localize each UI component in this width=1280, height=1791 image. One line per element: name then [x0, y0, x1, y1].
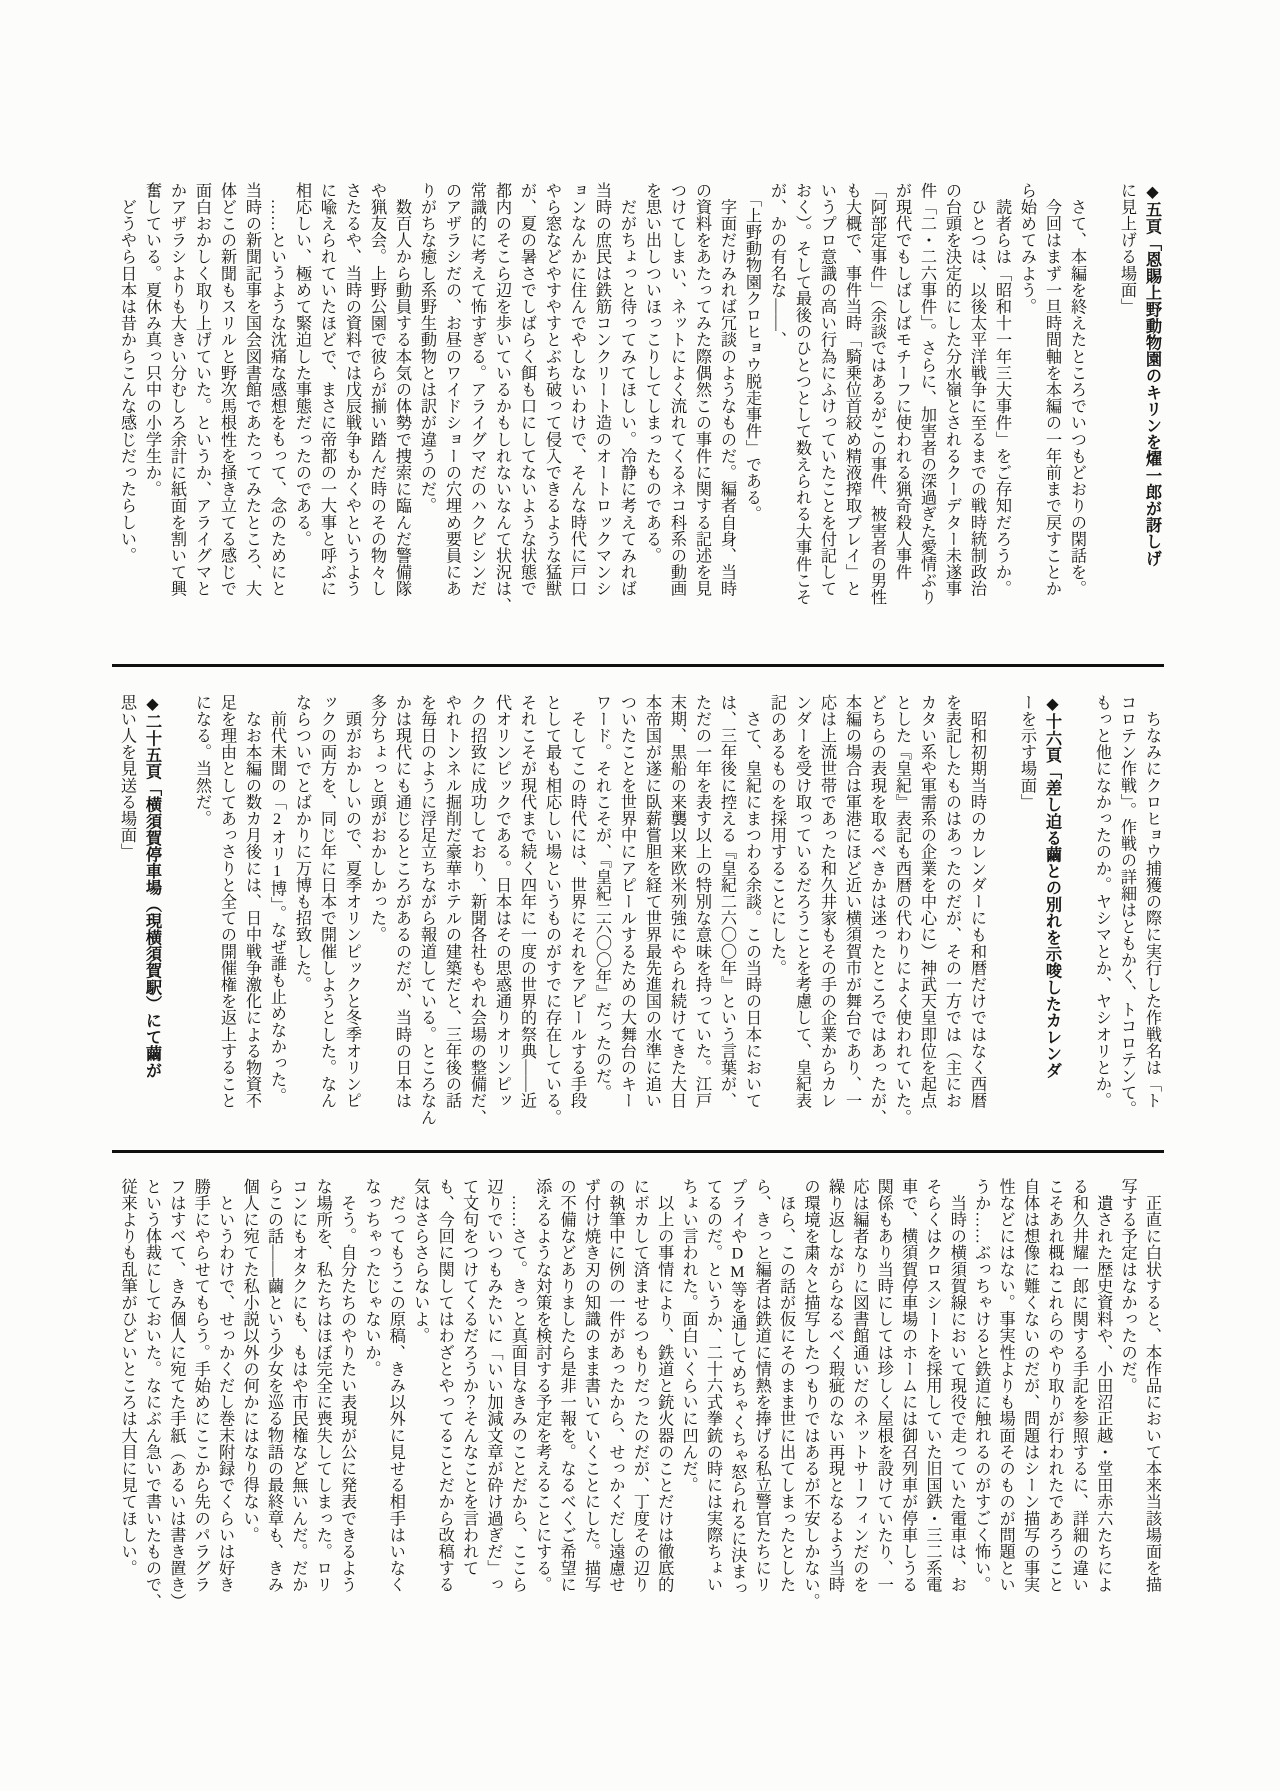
text-column: 遺された歴史資料や、小田沼正越・堂田赤六たちによ — [1094, 1178, 1113, 1593]
text-column: 前代未聞の「2オリ1博」。なぜ誰も止めなかった。 — [268, 694, 286, 1105]
text-column: 関係もあり当時にしては珍しく屋根を設けていたり、一 — [874, 1178, 893, 1593]
text-column: が現代でもしばしばモチーフに使われる猟奇殺人事件 — [893, 182, 911, 581]
text-column: コロテン作戦」。作戦の詳細はともかく、トコロテンて。 — [1118, 694, 1136, 1118]
text-column: ちょい言われた。面白いくらいに凹んだ。 — [679, 1178, 698, 1494]
text-column: 当時の横須賀線において現役で走っていた電車は、お — [947, 1178, 966, 1593]
text-column: て文句をつけてくるだろうか？そんなことを言われて — [460, 1178, 479, 1577]
text-column: どうやら日本は昔からこんな感じだったらしい。 — [118, 182, 136, 564]
text-column: プライやDM等を通してめちゃくちゃ怒られるに決まっ — [728, 1178, 747, 1597]
text-column: の不備などありましたら是非一報を。なるべくご希望に — [557, 1178, 576, 1593]
text-column: 字面だけみれば冗談のようなものだ。編者自身、当時 — [718, 182, 736, 597]
text-column: 当時の庶民は鉄筋コンクリート造のオートロックマンシ — [593, 182, 611, 597]
text-column: そらくはクロスシートを採用していた旧国鉄・三二系電 — [923, 1178, 942, 1593]
text-column: や猟友会。上野公園で彼らが揃い踏んだ時のその物々し — [368, 182, 386, 597]
text-column: 体どこの新聞もスリルと野次馬根性を掻き立てる感じで — [218, 182, 236, 597]
text-column: コンにもオタクにも、もはや市民権など無いんだ。だか — [289, 1178, 308, 1593]
text-column: 常識的に考えて怖すぎる。アライグマだのハクビシンだ — [468, 182, 486, 597]
text-column: かアザラシよりも大きい分むしろ余計に紙面を割いて興 — [168, 182, 186, 597]
text-column: ら、きっと編者は鉄道に情熱を捧げる私立警官たちにリ — [752, 1178, 771, 1593]
text-column: 辺りでいつもみたいに「いい加減文章が砕け過ぎだ」っ — [484, 1178, 503, 1593]
upright-latin: DM — [728, 1244, 747, 1282]
afterword-section-page25 — [112, 1178, 1164, 1610]
text-column: 写する予定はなかったのだ。 — [1118, 1178, 1137, 1394]
text-column: だってもうこの原稿、きみ以外に見せる相手はいなく — [386, 1178, 405, 1593]
text-column: が、夏の暑さでしばらく餌も口にしてないような状態で — [518, 182, 536, 597]
text-column: 本編の場合は軍港にほど近い横須賀市が舞台であり、一 — [843, 694, 861, 1109]
text-column: ……さて。きっと真面目なきみのことだから、ここら — [508, 1178, 527, 1593]
afterword-section-page5 — [112, 182, 1164, 614]
text-column: 正直に白状すると、本作品において本来当該場面を描 — [1143, 1178, 1161, 1593]
text-column: ならついでとばかりに万博も招致した。 — [293, 694, 311, 993]
text-column: ックの両方を、同じ年に日本で開催しようとした。なん — [318, 694, 336, 1109]
column-gap — [989, 694, 1014, 1097]
text-column: ほら、この話が仮にそのまま世に出てしまったとした — [777, 1178, 796, 1593]
text-column: の資料をあたってみた際偶然この事件に関する記述を見 — [693, 182, 711, 597]
text-column: ンダーを受け取っているだろうことを考慮して、皇紀表 — [793, 694, 811, 1109]
text-column: それこそが現代まで続く四年に一度の世界的祭典――近 — [518, 694, 536, 1109]
text-column: 勝手にやらせてもらう。手始めにここから先のパラグラ — [191, 1178, 210, 1593]
text-column: なお本編の数カ月後には、日中戦争激化による物資不 — [243, 694, 261, 1109]
text-column: る和久井耀一郎に関する手記を参照するに、詳細の違い — [1069, 1178, 1088, 1593]
text-column: いうプロ意識の高い行為にふけっていたことを付記して — [818, 182, 836, 597]
text-column: そう。自分たちのやりたい表現が公に発表できるよう — [338, 1178, 357, 1593]
text-column: ちなみにクロヒョウ捕獲の際に実行した作戦名は「ト — [1143, 694, 1161, 1109]
text-column: として最も相応しい場というものがすでに存在している。 — [543, 694, 561, 1126]
text-column: 当時の新聞記事を国会図書館であたってみたところ、大 — [243, 182, 261, 597]
text-column: が、かの有名な――、 — [768, 182, 786, 348]
text-column: の環境を粛々と描写したつもりではあるが不安しかない。 — [801, 1178, 820, 1610]
text-column: 足を理由としてあっさりと全ての開催権を返上すること — [218, 694, 236, 1109]
text-column: らこの話――繭という少女を巡る物語の最終章も、きみ — [264, 1178, 283, 1593]
text-column: のアザラシだの、お昼のワイドショーの穴埋め要員にあ — [443, 182, 461, 597]
text-column: ず付け焼き刃の知識のまま書いていくことにした。描写 — [582, 1178, 601, 1593]
text-column: なっちゃったじゃないか。 — [362, 1178, 381, 1378]
text-column: 以上の事情により、鉄道と銃火器のことだけは徹底的 — [655, 1178, 674, 1593]
text-column: 末期、黒船の来襲以来欧米列強にやられ続けてきた大日 — [668, 694, 686, 1109]
upright-latin: 2 — [268, 810, 286, 829]
scene-heading-column: ◆五頁「恩賜上野動物園のキリンを燿一郎が訝しげ — [1143, 182, 1161, 567]
text-column: の台頭を決定的にした分水嶺とされるクーデター未遂事 — [943, 182, 961, 597]
text-column: うか……ぶっちゃけると鉄道に触れるのがすごく怖い。 — [972, 1178, 991, 1593]
column-gap — [164, 694, 189, 1097]
text-column: 都内のそこら辺を歩いているかもしれないなんて状況は、 — [493, 182, 511, 614]
text-column: という体裁にしておいた。なにぶん急いで書いたもので、 — [142, 1178, 161, 1610]
text-column: ……というような沈痛な感想をもって、念のためにと — [268, 182, 286, 597]
text-column: 「上野動物園クロヒョウ脱走事件」である。 — [743, 182, 761, 523]
text-column: 添えるような対策を検討する予定を考えることにする。 — [533, 1178, 552, 1593]
text-column: りがちな癒し系野生動物とは訳が違うのだ。 — [418, 182, 436, 514]
text-column: にボカして済ませるつもりだったのだが、丁度その辺り — [630, 1178, 649, 1593]
section-divider — [112, 664, 1164, 667]
scene-heading-column: ◆十六頁「差し迫る繭との別れを示唆したカレンダ — [1043, 694, 1061, 1079]
text-column: 性などにはない。事実性よりも場面そのものが問題とい — [996, 1178, 1015, 1593]
text-column: 自体は想像に難くないのだが、問題はシーン描写の事実 — [1021, 1178, 1040, 1593]
scene-heading-column: ◆二十五頁「横須賀停車場（現横須賀駅）にて繭が — [143, 694, 161, 1079]
text-column: 思い人を見送る場面」 — [118, 694, 136, 860]
text-column: 多分ちょっと頭がおかしかった。 — [368, 694, 386, 943]
text-column: だがちょっと待ってみてほしい。冷静に考えてみれば — [618, 182, 636, 597]
text-column: の執筆中に例の一件があったから、せっかくだし遠慮せ — [606, 1178, 625, 1593]
text-column: やれトンネル掘削だ豪華ホテルの建築だと、三年後の話 — [443, 694, 461, 1109]
text-column: てるのだ。というか、二十六式拳銃の時には実際ちょい — [703, 1178, 722, 1593]
text-column: 昭和初期当時のカレンダーにも和暦だけではなく西暦 — [968, 694, 986, 1109]
text-column: フはすべて、きみ個人に宛てた手紙（あるいは書き置き） — [167, 1178, 186, 1610]
text-column: ョンなんかに住んでやしないわけで、そんな時代に戸口 — [568, 182, 586, 597]
text-column: 「阿部定事件」（余談ではあるがこの事件、被害者の男性 — [868, 182, 886, 606]
text-column: 繰り返しながらなるべく瑕疵のない再現となるよう当時 — [825, 1178, 844, 1593]
text-column: 件「二・二六事件」。さらに、加害者の深過ぎた愛情ぶり — [918, 182, 936, 606]
section-divider — [112, 1150, 1164, 1153]
text-column: 数百人から動員する本気の体勢で捜索に臨んだ警備隊 — [393, 182, 411, 597]
text-column: やら窓などやすやすとぶち破って侵入できるような猛獣 — [543, 182, 561, 597]
text-column: 今回はまず一旦時間軸を本編の一年前まで戻すことか — [1043, 182, 1061, 597]
text-column: さて、本編を終えたところでいつもどおりの閑話を。 — [1068, 182, 1086, 597]
text-column: に見上げる場面」 — [1118, 182, 1136, 315]
text-column: を毎日のように浮足立ちながら報道している。ところなん — [418, 694, 436, 1126]
text-column: な場所を、私たちはほぼ完全に喪失してしまった。ロリ — [313, 1178, 332, 1593]
text-column: を思い出しついほっこりしてしまったものである。 — [643, 182, 661, 564]
text-column: ら始めてみよう。 — [1018, 182, 1036, 315]
text-column: ついたことを世界中にアピールするための大舞台のキー — [618, 694, 636, 1109]
text-column: 気はさらさらないよ。 — [411, 1178, 430, 1344]
text-column: 代オリンピックである。日本はその思惑通りオリンピッ — [493, 694, 511, 1109]
upright-latin: 1 — [268, 861, 286, 881]
text-column: 読者らは「昭和十一年三大事件」をご存知だろうか。 — [993, 182, 1011, 597]
text-column: を表記したものはあったのだが、その一方では（主にお — [943, 694, 961, 1109]
text-column: 応は編者なりに図書館通いだのネットサーフィンだのを — [850, 1178, 869, 1593]
text-column: つけてしまい、ネットによく流れてくるネコ科系の動画 — [668, 182, 686, 597]
text-column: も大概で、事件当時「騎乗位首絞め精液搾取プレイ」と — [843, 182, 861, 597]
text-column: おく）。そして最後のひとつとして数えられる大事件こそ — [793, 182, 811, 606]
text-column: どちらの表現を取るべきかは迷ったところではあったが、 — [868, 694, 886, 1126]
text-column: 従来よりも乱筆がひどいところは大目に見てほしい。 — [118, 1178, 137, 1577]
column-gap — [1064, 694, 1089, 1097]
text-column: とした『皇紀』表記も西暦の代わりによく使われていた。 — [893, 694, 911, 1126]
text-column: ただの一年を表す以上の特別な意味を持っていた。江戸 — [693, 694, 711, 1109]
column-gap — [1089, 182, 1114, 584]
text-column: 相応しい、極めて緊迫した事態だったのである。 — [293, 182, 311, 548]
text-column: になる。当然だ。 — [193, 694, 211, 827]
text-column: 本帝国が遂に臥薪嘗胆を経て世界最先進国の水準に追い — [643, 694, 661, 1109]
text-column: クの招致に成功しており、新聞各社もやれ会場の整備だ、 — [468, 694, 486, 1126]
text-column: かは現代にも通じるところがあるのだが、当時の日本は — [393, 694, 411, 1109]
text-column: も、今回に関してはわざとやってることだから改稿する — [435, 1178, 454, 1593]
text-column: ひとつは、以後太平洋戦争に至るまでの戦時統制政治 — [968, 182, 986, 597]
text-column: ワード。それこそが、『皇紀二六〇〇年』だったのだ。 — [593, 694, 611, 1101]
text-column: さたるや、当時の資料では戊辰戦争もかくやというよう — [343, 182, 361, 597]
text-column: こそあれ概ねこれらのやり取りが行われたであろうこと — [1045, 1178, 1064, 1593]
text-column: そしてこの時代には、世界にそれをアピールする手段 — [568, 694, 586, 1109]
text-column: 記のあるものを採用することにした。 — [768, 694, 786, 977]
text-column: カタい系や軍需系の企業を中心に）神武天皇即位を起点 — [918, 694, 936, 1109]
text-column: もっと他になかったのか。ヤシマとか、ヤシオリとか。 — [1093, 694, 1111, 1109]
text-column: は、三年後に控える『皇紀二六〇〇年』という言葉が、 — [718, 694, 736, 1109]
text-column: に喩えられていたほどで、まさに帝都の一大事と呼ぶに — [318, 182, 336, 597]
text-column: さて、皇紀にまつわる余談。この当時の日本において — [743, 694, 761, 1109]
text-column: というわけで、せっかくだし巻末附録でくらいは好き — [216, 1178, 235, 1593]
text-column: 個人に宛てた私小説以外の何かにはなり得ない。 — [240, 1178, 259, 1544]
text-column: 車で、横須賀停車場のホームには御召列車が停車しうる — [899, 1178, 918, 1593]
text-column: 応は上流世帯であった和久井家もその手の企業からカレ — [818, 694, 836, 1109]
text-column: 面白おかしく取り上げていた。というか、アライグマと — [193, 182, 211, 597]
text-column: ーを示す場面」 — [1018, 694, 1036, 811]
text-column: 奮している。夏休み真っ只中の小学生か。 — [143, 182, 161, 498]
text-column: 頭がおかしいので、夏季オリンピックと冬季オリンピ — [343, 694, 361, 1109]
afterword-section-page16 — [112, 694, 1164, 1126]
